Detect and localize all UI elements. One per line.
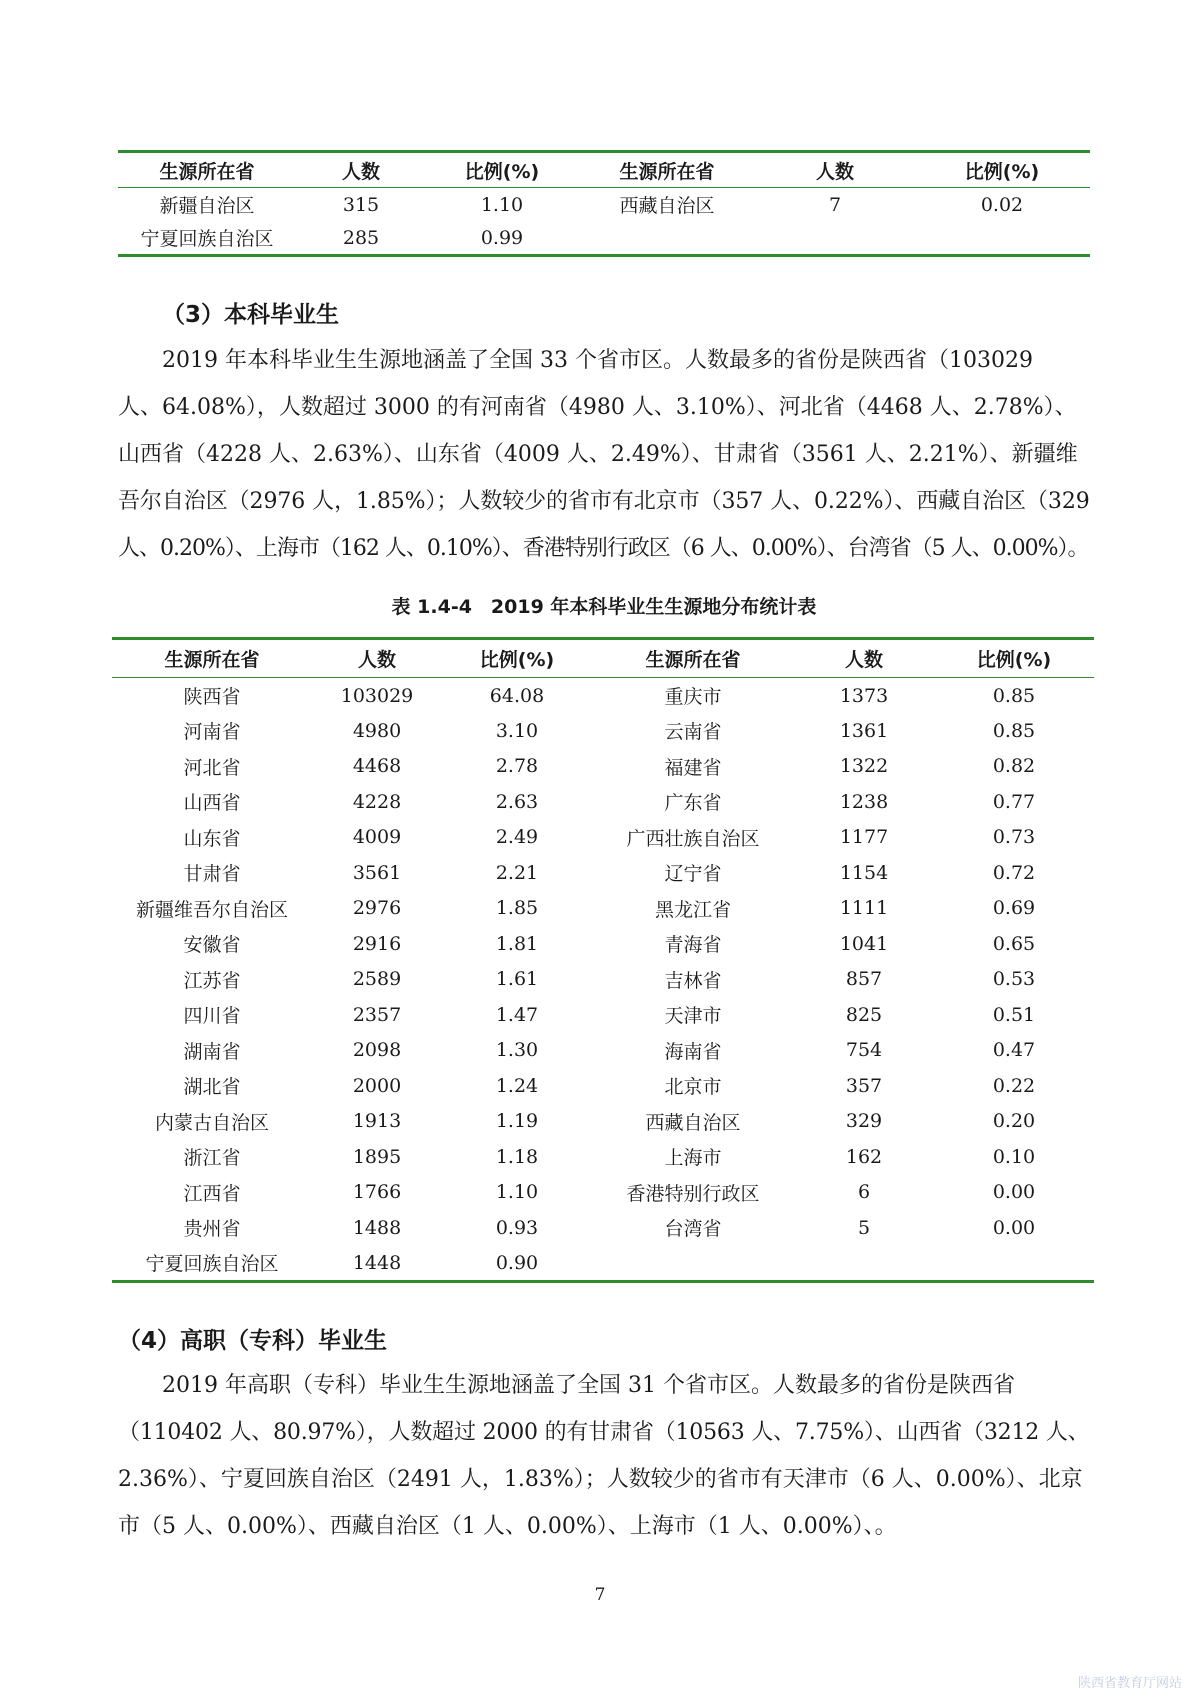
table-cell: 台湾省	[664, 1218, 722, 1241]
table-cell: 0.85	[992, 719, 1036, 742]
text-line: 人、64.08%），人数超过 3000 的有河南省（4980 人、3.10%）、河北省（4468 人、2.78%）、	[118, 395, 1077, 420]
section-heading: （3）本科毕业生	[162, 302, 340, 328]
table-cell: 宁夏回族自治区	[140, 228, 274, 251]
table-cell: 1373	[839, 684, 889, 707]
table-cell: 1.85	[495, 897, 539, 920]
text-line: （110402 人、80.97%），人数超过 2000 的有甘肃省（10563 人、7.75%）、山西省（3212 人、	[118, 1420, 1090, 1445]
column-header: 比例(%)	[934, 639, 1094, 678]
table-cell: 285	[342, 226, 380, 249]
table-cell: 3561	[352, 861, 402, 884]
column-header: 比例(%)	[914, 152, 1090, 188]
table-row	[112, 926, 1094, 962]
table-cell: 2357	[352, 1003, 402, 1026]
table-cell: 825	[845, 1003, 883, 1026]
table-cell: 4009	[352, 826, 402, 849]
table-cell: 湖南省	[183, 1040, 241, 1063]
table-cell: 1.18	[495, 1145, 539, 1168]
table-cell: 2.21	[495, 861, 539, 884]
section-heading: （4）高职（专科）毕业生	[118, 1328, 388, 1354]
text-line: 市（5 人、0.00%）、西藏自治区（1 人、0.00%）、上海市（1 人、0.00%）、。	[118, 1514, 897, 1539]
table-cell: 329	[845, 1110, 883, 1133]
table-cell: 1238	[839, 790, 889, 813]
table-cell: 2000	[352, 1074, 402, 1097]
table-cell: 1111	[839, 897, 889, 920]
table-cell: 6	[857, 1181, 871, 1204]
table-row	[112, 1104, 1094, 1140]
table-row	[112, 749, 1094, 785]
table-cell: 香港特别行政区	[626, 1182, 760, 1205]
table-cell: 64.08	[489, 684, 545, 707]
table-cell: 4468	[352, 755, 402, 778]
table-cell: 青海省	[664, 934, 722, 957]
table-cell: 河南省	[183, 721, 241, 744]
table-row	[112, 713, 1094, 749]
table-cell: 857	[845, 968, 883, 991]
text-line: 吾尔自治区（2976 人，1.85%）；人数较少的省市有北京市（357 人、0.22%）、西藏自治区（329	[118, 489, 1090, 514]
table-cell: 陕西省	[183, 686, 241, 708]
table-row	[112, 891, 1094, 927]
table-row	[112, 1175, 1094, 1211]
column-header: 人数	[296, 152, 426, 188]
table-cell: 吉林省	[664, 969, 722, 992]
table-cell: 0.69	[992, 897, 1036, 920]
table-cell: 河北省	[183, 756, 241, 779]
table-cell: 四川省	[183, 1005, 241, 1028]
table-cell: 西藏自治区	[645, 1111, 741, 1134]
table-cell: 云南省	[664, 721, 722, 744]
table-cell	[934, 1246, 1094, 1282]
column-header: 生源所在省	[592, 639, 794, 678]
table-row	[112, 784, 1094, 820]
table-row	[112, 962, 1094, 998]
column-header: 人数	[794, 639, 934, 678]
table-cell: 天津市	[664, 1005, 722, 1028]
text-line: 2019 年高职（专科）毕业生生源地涵盖了全国 31 个省市区。人数最多的省份是陕西省	[162, 1373, 1015, 1398]
table-cell: 0.90	[495, 1251, 539, 1274]
table-cell: 7	[828, 193, 842, 216]
table-cell: 1.30	[495, 1039, 539, 1062]
table-cell: 0.65	[992, 932, 1036, 955]
source-table-continued	[118, 150, 1090, 257]
table-cell: 2.63	[495, 790, 539, 813]
table-cell: 新疆自治区	[159, 195, 255, 218]
table-cell	[794, 1246, 934, 1282]
table-cell: 0.51	[992, 1003, 1036, 1026]
table-cell: 江苏省	[183, 969, 241, 992]
table-cell: 湖北省	[183, 1076, 241, 1099]
table-cell: 1177	[839, 826, 889, 849]
table-row	[112, 1246, 1094, 1282]
table-cell: 1361	[839, 719, 889, 742]
table-row	[112, 1139, 1094, 1175]
table-cell: 山西省	[183, 792, 241, 815]
table-cell: 315	[342, 193, 380, 216]
table-row	[112, 1033, 1094, 1069]
table-cell: 0.22	[992, 1074, 1036, 1097]
body-paragraph	[118, 337, 1090, 572]
table-cell: 0.72	[992, 861, 1036, 884]
table-cell: 357	[845, 1074, 883, 1097]
table-header-row	[112, 639, 1094, 678]
table-cell: 贵州省	[183, 1218, 241, 1241]
table-cell: 2.49	[495, 826, 539, 849]
table-cell: 1448	[352, 1251, 402, 1274]
table-cell: 1766	[352, 1181, 402, 1204]
table-cell: 重庆市	[664, 686, 722, 708]
table-cell: 海南省	[664, 1040, 722, 1063]
table-cell: 黑龙江省	[654, 898, 731, 921]
table-cell: 1.10	[495, 1181, 539, 1204]
text-line: 2019 年本科毕业生生源地涵盖了全国 33 个省市区。人数最多的省份是陕西省（103029	[162, 348, 1033, 373]
table-cell: 2589	[352, 968, 402, 991]
column-header: 生源所在省	[578, 152, 756, 188]
table-cell: 2916	[352, 932, 402, 955]
table-cell	[756, 222, 914, 256]
table-caption: 表 1.4-4 2019 年本科毕业生生源地分布统计表	[391, 596, 817, 618]
table-cell: 0.77	[992, 790, 1036, 813]
table-header-row	[118, 152, 1090, 188]
column-header: 人数	[756, 152, 914, 188]
page-number: 7	[594, 1585, 606, 1605]
table-cell: 江西省	[183, 1182, 241, 1205]
table-cell: 广西壮族自治区	[626, 827, 760, 850]
table-cell: 0.02	[980, 193, 1024, 216]
table-cell: 1.10	[480, 193, 524, 216]
table-cell: 1895	[352, 1145, 402, 1168]
table-cell	[592, 1246, 794, 1282]
table-row	[118, 222, 1090, 256]
table-cell: 3.10	[495, 719, 539, 742]
table-row	[112, 855, 1094, 891]
body-paragraph	[118, 1362, 1090, 1550]
table-cell: 0.99	[480, 226, 524, 249]
table-cell: 1913	[352, 1110, 402, 1133]
table-cell: 辽宁省	[664, 863, 722, 886]
table-cell: 0.47	[992, 1039, 1036, 1062]
table-cell: 0.93	[495, 1216, 539, 1239]
table-cell: 北京市	[664, 1076, 722, 1099]
text-line: 2.36%）、宁夏回族自治区（2491 人，1.83%）；人数较少的省市有天津市（6 人、0.00%）、北京	[118, 1467, 1083, 1492]
table-cell: 4980	[352, 719, 402, 742]
table-cell	[578, 222, 756, 256]
table-cell: 福建省	[664, 756, 722, 779]
table-cell: 甘肃省	[183, 863, 241, 886]
table-cell: 754	[845, 1039, 883, 1062]
table-cell	[914, 222, 1090, 256]
table-cell: 1.24	[495, 1074, 539, 1097]
table-cell: 西藏自治区	[619, 195, 715, 218]
table-cell: 162	[845, 1145, 883, 1168]
table-cell: 2.78	[495, 755, 539, 778]
table-cell: 1.81	[495, 932, 539, 955]
table-cell: 1.19	[495, 1110, 539, 1133]
column-header: 生源所在省	[118, 152, 296, 188]
table-cell: 0.20	[992, 1110, 1036, 1133]
table-cell: 0.00	[992, 1181, 1036, 1204]
column-header: 比例(%)	[442, 639, 592, 678]
table-cell: 宁夏回族自治区	[145, 1253, 279, 1275]
table-cell: 0.10	[992, 1145, 1036, 1168]
text-line: 人、0.20%）、上海市（162 人、0.10%）、香港特别行政区（6 人、0.00%）、台湾省（5 人、0.00%）。	[118, 536, 1089, 561]
source-distribution-table	[112, 637, 1094, 1283]
table-cell: 0.82	[992, 755, 1036, 778]
table-row	[112, 1068, 1094, 1104]
table-cell: 1154	[839, 861, 889, 884]
table-cell: 2098	[352, 1039, 402, 1062]
table-cell: 103029	[340, 684, 414, 707]
table-cell: 浙江省	[183, 1147, 241, 1170]
table-cell: 内蒙古自治区	[154, 1111, 269, 1134]
table-cell: 4228	[352, 790, 402, 813]
column-header: 比例(%)	[426, 152, 578, 188]
table-row	[112, 997, 1094, 1033]
table-cell: 山东省	[183, 827, 241, 850]
table-row	[112, 678, 1094, 714]
table-cell: 0.53	[992, 968, 1036, 991]
table-cell: 0.85	[992, 684, 1036, 707]
table-cell: 安徽省	[183, 934, 241, 957]
text-line: 山西省（4228 人、2.63%）、山东省（4009 人、2.49%）、甘肃省（3561 人、2.21%）、新疆维	[118, 442, 1078, 467]
table-cell: 0.00	[992, 1216, 1036, 1239]
table-cell: 1.61	[495, 968, 539, 991]
column-header: 人数	[312, 639, 442, 678]
table-row	[118, 188, 1090, 222]
table-cell: 5	[857, 1216, 871, 1239]
table-cell: 1322	[839, 755, 889, 778]
table-cell: 2976	[352, 897, 402, 920]
watermark: 陕西省教育厅网站	[1077, 1676, 1182, 1691]
table-cell: 1488	[352, 1216, 402, 1239]
table-row	[112, 1210, 1094, 1246]
table-cell: 1.47	[495, 1003, 539, 1026]
column-header: 生源所在省	[112, 639, 312, 678]
table-cell: 新疆维吾尔自治区	[135, 898, 288, 921]
table-cell: 1041	[839, 932, 889, 955]
table-cell: 广东省	[664, 792, 722, 815]
table-cell: 上海市	[664, 1147, 722, 1170]
table-cell: 0.73	[992, 826, 1036, 849]
table-row	[112, 820, 1094, 856]
